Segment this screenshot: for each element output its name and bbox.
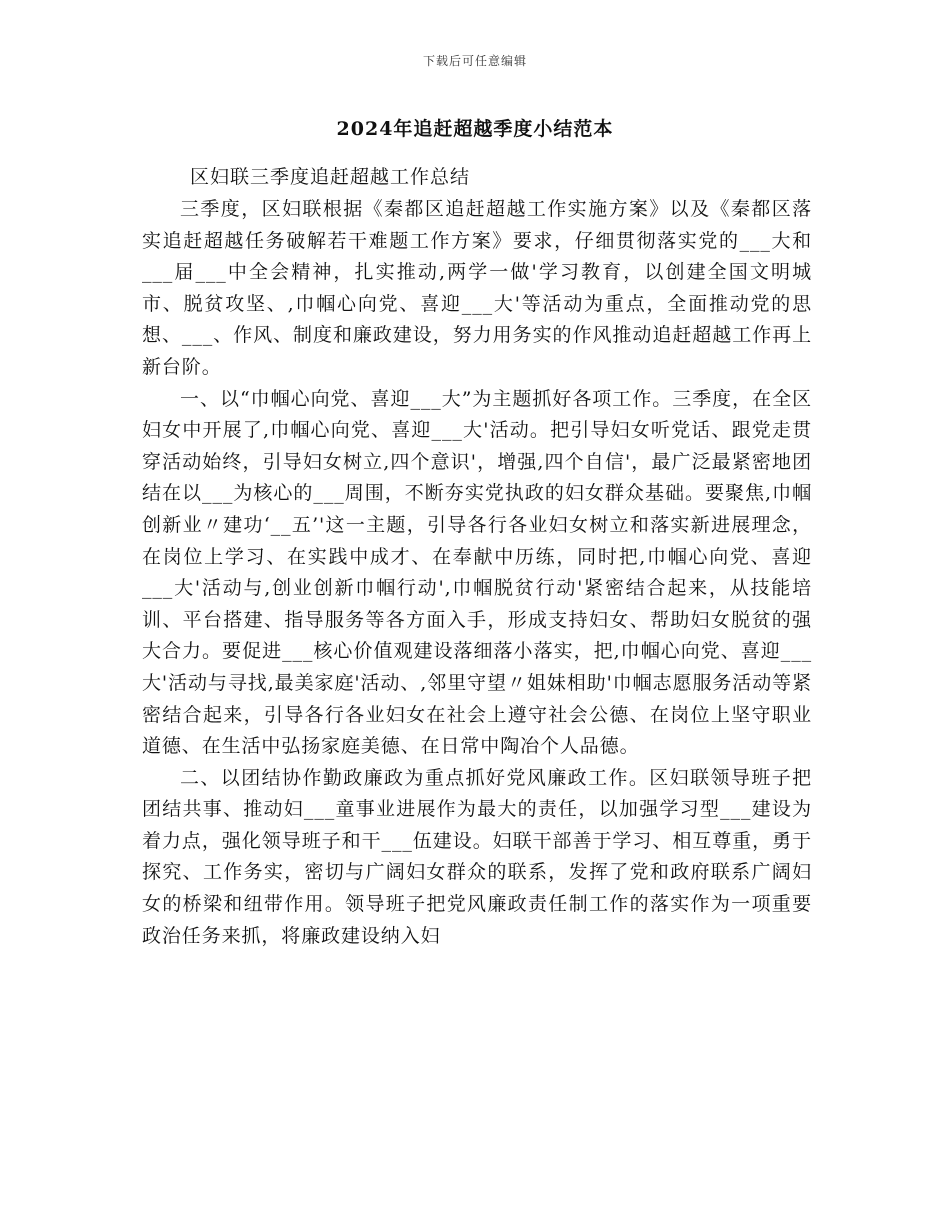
paragraph-section-two: 二、以团结协作勤政廉政为重点抓好党风廉政工作。区妇联领导班子把团结共事、推动妇___童事业进展作为最大的责任，以加强学习型___建设为着力点，强化领导班子和干___伍建设。妇联干部善于学习、相互尊重，勇于探究、工作务实，密切与广阔妇女群众的联系，发挥了党和政府联系广阔妇女的桥梁和纽带作用。领导班子把党风廉政责任制工作的落实作为一项重要政治任务来抓，将廉政建设纳入妇 (142, 766, 812, 947)
document-body (142, 194, 812, 952)
paragraph-section-one: 一、以“巾帼心向党、喜迎___大”为主题抓好各项工作。三季度，在全区妇女中开展了,巾帼心向党、喜迎___大'活动。把引导妇女听党话、跟党走贯穿活动始终，引导妇女树立,四个意识'，增强,四个自信'，最广泛最紧密地团结在以___为核心的___周围，不断夯实党执政的妇女群众基础。要聚焦,巾帼创新业〃建功‘__五’'这一主题，引导各行各业妇女树立和落实新进展理念，在岗位上学习、在实践中成才、在奉献中历练，同时把,巾帼心向党、喜迎___大'活动与,创业创新巾帼行动',巾帼脱贫行动'紧密结合起来，从技能培训、平台搭建、指导服务等各方面入手，形成支持妇女、帮助妇女脱贫的强大合力。要促进___核心价值观建设落细落小落实，把,巾帼心向党、喜迎___大'活动与寻找,最美家庭'活动、,邻里守望〃姐妹相助'巾帼志愿服务活动等紧密结合起来，引导各行各业妇女在社会上遵守社会公德、在岗位上坚守职业道德、在生活中弘扬家庭美德、在日常中陶冶个人品德。 (142, 387, 812, 758)
document-title: 2024年追赶超越季度小结范本 (336, 118, 614, 140)
paragraph-intro: 三季度，区妇联根据《秦都区追赶超越工作实施方案》以及《秦都区落实追赶超越任务破解若干难题工作方案》要求，仔细贯彻落实党的___大和___届___中全会精神，扎实推动,两学一做'学习教育，以创建全国文明城市、脱贫攻坚、,巾帼心向党、喜迎___大'等活动为重点，全面推动党的思想、___、作风、制度和廉政建设，努力用务实的作风推动追赶超越工作再上新台阶。 (142, 198, 812, 378)
header-note: 下载后可任意编辑 (422, 54, 527, 68)
document-subtitle: 区妇联三季度追赶超越工作总结 (190, 166, 471, 188)
